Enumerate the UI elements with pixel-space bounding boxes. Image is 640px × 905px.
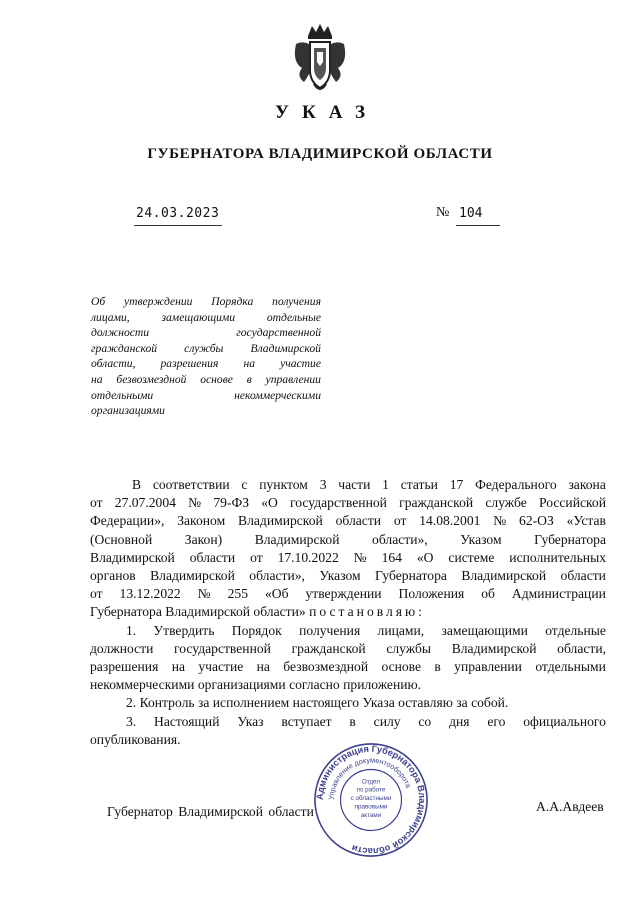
word: 17.10.2022 <box>277 549 339 565</box>
word: 1. <box>126 622 137 638</box>
word: области, <box>91 357 136 371</box>
word: 1 <box>382 477 389 492</box>
word: гражданской <box>291 640 366 656</box>
word: области <box>335 513 382 529</box>
word: Федерации», <box>90 513 165 529</box>
word: в <box>246 372 252 386</box>
word: вступает <box>281 713 332 729</box>
word: Владимирской <box>238 513 323 529</box>
word: соответствии <box>152 477 230 492</box>
word: Владимирской <box>90 549 175 565</box>
word: Владимирской <box>150 568 235 584</box>
word: замещающими <box>161 310 236 324</box>
word: Настоящий <box>154 713 220 729</box>
subject-line <box>91 372 321 388</box>
document-type: УКАЗ <box>275 102 378 123</box>
word: Владимирской <box>254 531 340 547</box>
decree-verb: постановляю: <box>309 604 425 620</box>
word: замещающими <box>441 622 528 638</box>
word: безвозмездной <box>283 659 369 675</box>
word: лицами, <box>377 622 425 638</box>
word: Владимирской <box>451 640 537 656</box>
word: Об <box>91 295 106 308</box>
word: разрешения <box>160 357 219 371</box>
word: должности <box>91 326 150 340</box>
decree-date: 24.03.2023 <box>136 206 220 221</box>
text-line <box>90 549 606 567</box>
subject-line <box>91 403 321 419</box>
word: государственной <box>174 640 271 656</box>
word: основе <box>381 659 422 675</box>
word: «О <box>416 549 434 565</box>
text-line: опубликования. <box>90 731 181 747</box>
word: области <box>189 549 236 565</box>
word: управлении <box>454 659 522 675</box>
word: участие <box>280 357 321 371</box>
word: об <box>481 586 495 602</box>
word: от <box>393 513 407 529</box>
text-line <box>90 622 606 640</box>
word: Владимирской <box>250 341 321 355</box>
stamp-ring-text: Администрация Губернатора Владимирской области <box>314 743 428 857</box>
word: отдельные <box>545 622 606 638</box>
word: дня <box>449 713 470 729</box>
word: области, <box>557 640 606 656</box>
word: области», <box>372 531 428 547</box>
word: лицами, <box>91 310 130 324</box>
word: безвозмездной <box>116 372 187 386</box>
subject-line <box>91 341 321 357</box>
word: «Об <box>264 586 289 602</box>
word: участие <box>198 659 244 675</box>
word: от <box>250 549 263 565</box>
paragraph-item-2: 2. Контроль за исполнением настоящего Указа оставляю за собой. <box>126 695 509 711</box>
subject-line <box>91 310 321 326</box>
word: области <box>560 568 606 584</box>
stamp-center-text <box>351 778 392 819</box>
word: отдельными <box>91 388 154 402</box>
stamp-center-line: актами <box>360 812 382 820</box>
word: Указом <box>460 531 502 547</box>
subject-line <box>91 294 321 310</box>
official-stamp <box>312 741 430 859</box>
text-line <box>90 713 606 731</box>
word: Указом <box>319 568 361 584</box>
word: организациями <box>91 404 165 418</box>
word: в <box>349 713 356 729</box>
paragraph-legal-basis <box>90 476 606 603</box>
paragraph-item-1 <box>90 622 606 677</box>
date-underline <box>134 225 222 226</box>
decree-number: 104 <box>459 206 483 221</box>
word: службы <box>386 640 432 656</box>
word: отдельными <box>535 659 606 675</box>
word: от <box>90 495 103 511</box>
word: 255 <box>227 586 249 602</box>
word: статьи <box>400 477 438 492</box>
word: системе <box>448 549 495 565</box>
word: на <box>91 372 103 386</box>
word: Закон) <box>184 531 223 547</box>
subject-line <box>91 356 321 372</box>
word: официального <box>523 713 606 729</box>
word: «О <box>261 495 278 511</box>
word: Законом <box>177 513 226 529</box>
subject-line <box>91 388 321 404</box>
word: Федерального <box>475 477 557 492</box>
word: 62-ОЗ <box>519 513 554 529</box>
stamp-center-line: с областными <box>350 795 392 803</box>
text-line <box>90 567 606 585</box>
word: 17 <box>449 477 464 492</box>
word: отдельные <box>266 310 321 324</box>
word: Владимирской <box>461 568 547 584</box>
word: закона <box>568 477 606 492</box>
word: 14.08.2001 <box>419 513 481 529</box>
word: гражданской <box>91 341 158 355</box>
word: управлении <box>265 372 321 386</box>
word: разрешения <box>90 659 159 675</box>
word: 27.07.2004 <box>114 495 176 511</box>
word: Администрации <box>511 586 606 602</box>
signatory-name: А.А.Авдеев <box>536 799 604 814</box>
word: № <box>493 513 507 529</box>
word: основе <box>200 372 233 386</box>
text-line <box>90 512 606 530</box>
decree-subject <box>91 294 321 419</box>
word: Порядка <box>211 295 254 308</box>
word: Указ <box>237 713 264 729</box>
word: 79-ФЗ <box>213 495 249 511</box>
word: 3. <box>126 713 137 729</box>
word: Российской <box>539 495 606 511</box>
word: в <box>434 659 441 675</box>
word: должности <box>90 640 154 656</box>
word: органов <box>90 568 136 584</box>
word: от <box>90 586 103 602</box>
text-line <box>90 585 606 603</box>
text-line <box>90 658 606 676</box>
word: 13.12.2022 <box>119 586 181 602</box>
decree-number-label: № <box>436 205 450 220</box>
word: Утвердить <box>153 622 215 638</box>
word: Положения <box>398 586 465 602</box>
word: на <box>243 357 255 371</box>
text-line <box>90 494 606 512</box>
word: (Основной <box>90 531 153 547</box>
number-underline <box>456 225 500 226</box>
word: Губернатора <box>375 568 447 584</box>
word: № <box>353 549 367 565</box>
word: государственной <box>290 495 387 511</box>
paragraph-item-3 <box>90 713 606 731</box>
word: «Устав <box>566 513 606 529</box>
word: на <box>171 659 185 675</box>
word: получения <box>299 622 361 638</box>
coat-of-arms-icon <box>290 22 350 96</box>
word: Губернатора <box>534 531 606 547</box>
text-line <box>90 640 606 658</box>
word: гражданской <box>399 495 474 511</box>
text-line <box>90 476 606 494</box>
word: некоммерческими <box>234 388 321 402</box>
word: Порядок <box>231 622 282 638</box>
word: службы <box>184 341 224 355</box>
word: получения <box>272 295 321 308</box>
text-line: Губернатора Владимирской области» постановляю: <box>90 603 606 621</box>
word: исполнительных <box>509 549 606 565</box>
word: № <box>197 586 211 602</box>
word: утверждении <box>305 586 382 602</box>
word: со <box>418 713 432 729</box>
text-line <box>90 531 606 549</box>
stamp-center-line: правовыми <box>354 803 388 811</box>
word: государственной <box>236 326 321 340</box>
word: части <box>338 477 371 492</box>
word: области», <box>249 568 305 584</box>
word: пунктом <box>259 477 308 492</box>
stamp-center-line: Отдел <box>361 778 381 786</box>
word: силу <box>373 713 401 729</box>
word: 164 <box>381 549 402 565</box>
word: № <box>188 495 202 511</box>
word: на <box>256 659 270 675</box>
subject-line <box>91 325 321 341</box>
word: с <box>241 477 248 492</box>
word: В <box>132 477 142 492</box>
stamp-center-line: по работе <box>356 786 386 794</box>
word: службе <box>485 495 527 511</box>
word: 3 <box>319 477 327 492</box>
text-line: некоммерческими организациями согласно приложению. <box>90 677 422 693</box>
decree-body <box>90 476 606 749</box>
word: утверждении <box>123 295 193 308</box>
issuer-title: ГУБЕРНАТОРА ВЛАДИМИРСКОЙ ОБЛАСТИ <box>147 146 493 162</box>
stamp-inner-ring-text: Управление документооборота <box>326 755 414 801</box>
signatory-title: Губернатор Владимирской области <box>107 804 314 819</box>
word: его <box>487 713 506 729</box>
